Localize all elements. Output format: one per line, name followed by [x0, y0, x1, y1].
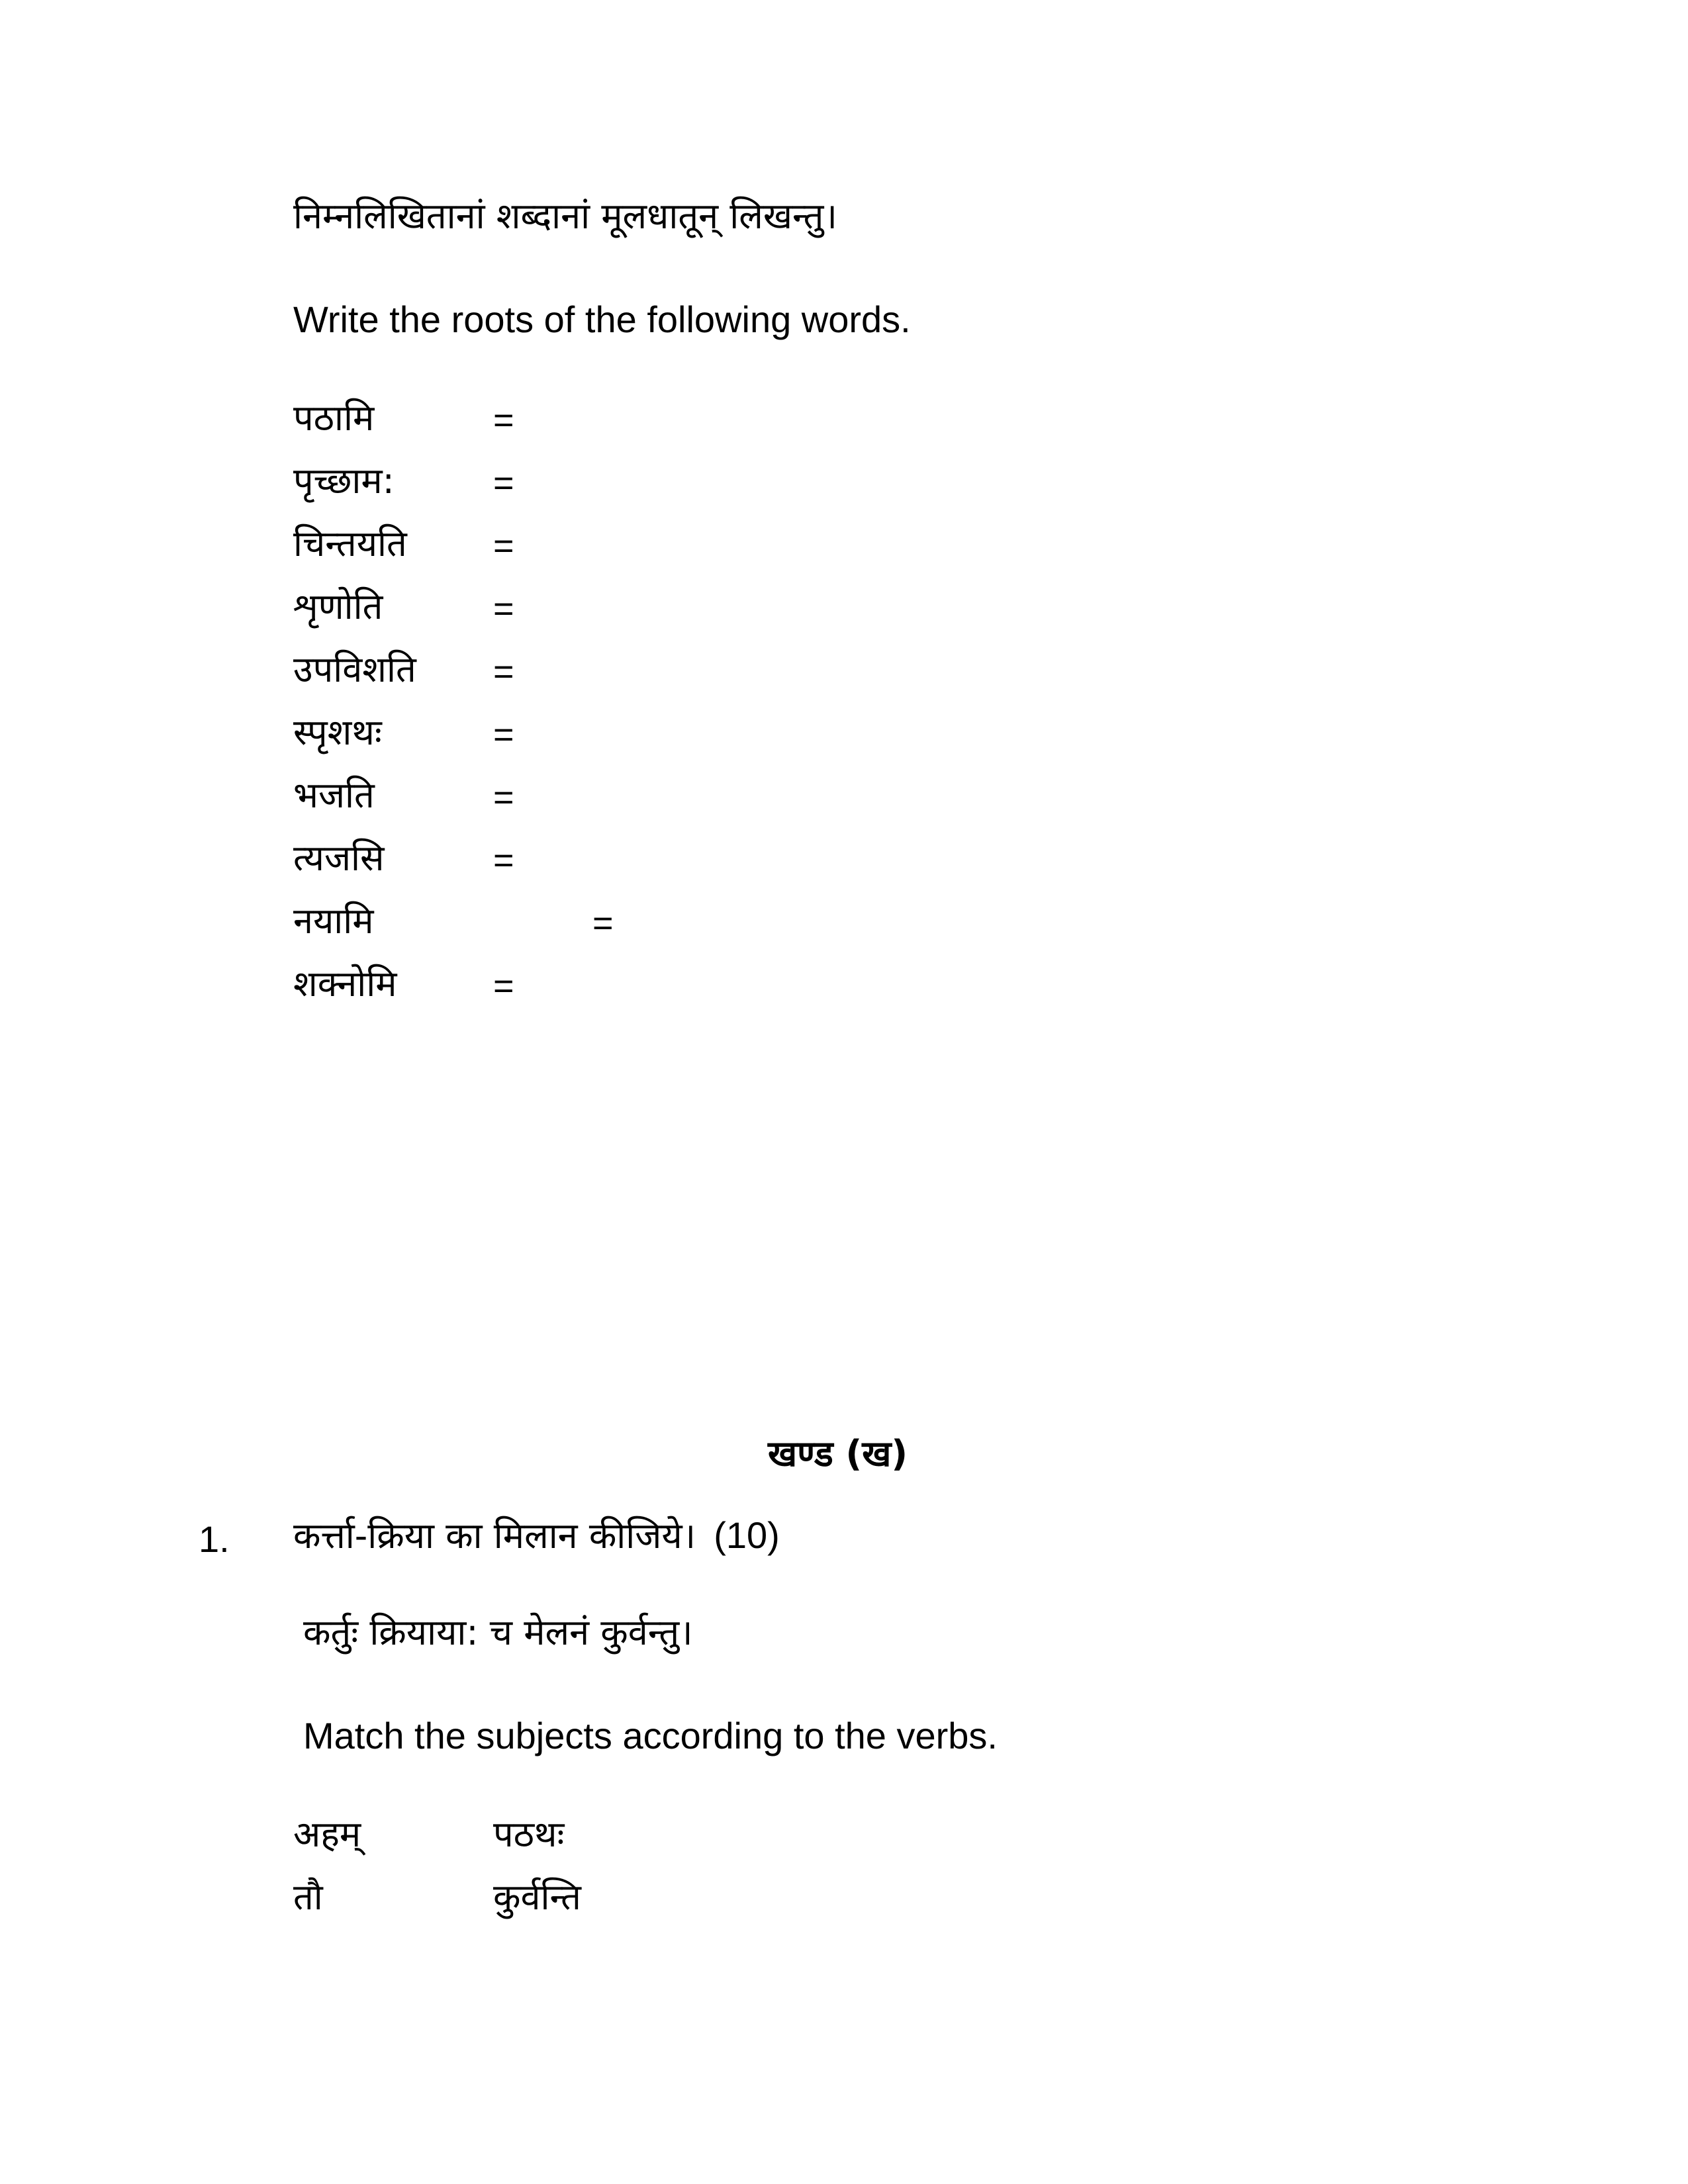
- equals-sign-9: =: [592, 903, 614, 943]
- match-subject-1: अहम्: [293, 1813, 361, 1855]
- equals-sign-7: =: [493, 778, 514, 817]
- word-item-5: उपविशति: [293, 649, 416, 690]
- word-item-10: शक्नोमि: [293, 963, 397, 1005]
- word-item-8: त्यजसि: [293, 837, 385, 879]
- word-item-4: शृणोति: [293, 586, 383, 627]
- equals-sign-4: =: [493, 589, 514, 629]
- match-verb-2: कुर्वन्ति: [493, 1876, 581, 1918]
- equals-sign-6: =: [493, 715, 514, 754]
- equals-sign-1: =: [493, 400, 514, 440]
- word-item-2: पृच्छाम:: [293, 460, 395, 502]
- equals-sign-10: =: [493, 966, 514, 1006]
- word-item-1: पठामि: [293, 397, 375, 439]
- instruction-english-match: Match the subjects according to the verbs.: [303, 1715, 998, 1756]
- instruction-sanskrit-roots: निम्नलिखितानां शब्दानां मूलधातून् लिखन्तु।: [293, 195, 837, 237]
- section-heading: खण्ड (ख): [768, 1433, 908, 1475]
- word-item-7: भजति: [293, 774, 375, 816]
- match-verb-1: पठथः: [493, 1813, 565, 1855]
- question-line: [293, 1514, 780, 1557]
- equals-sign-8: =: [493, 841, 514, 880]
- equals-sign-5: =: [493, 652, 514, 692]
- word-item-9: नयामि: [293, 900, 374, 942]
- question-text: कर्त्ता-क्रिया का मिलान कीजिये।: [293, 1515, 696, 1557]
- instruction-english-roots: Write the roots of the following words.: [293, 298, 911, 340]
- question-marks: (10): [714, 1514, 780, 1556]
- instruction-sanskrit-match: कर्तुः क्रियाया: च मेलनं कुर्वन्तु।: [303, 1612, 693, 1653]
- equals-sign-2: =: [493, 463, 514, 503]
- word-item-6: स्पृशथः: [293, 711, 382, 753]
- word-item-3: चिन्तयति: [293, 523, 407, 565]
- match-subject-2: तौ: [293, 1876, 323, 1918]
- equals-sign-3: =: [493, 526, 514, 566]
- question-number: 1.: [199, 1518, 230, 1560]
